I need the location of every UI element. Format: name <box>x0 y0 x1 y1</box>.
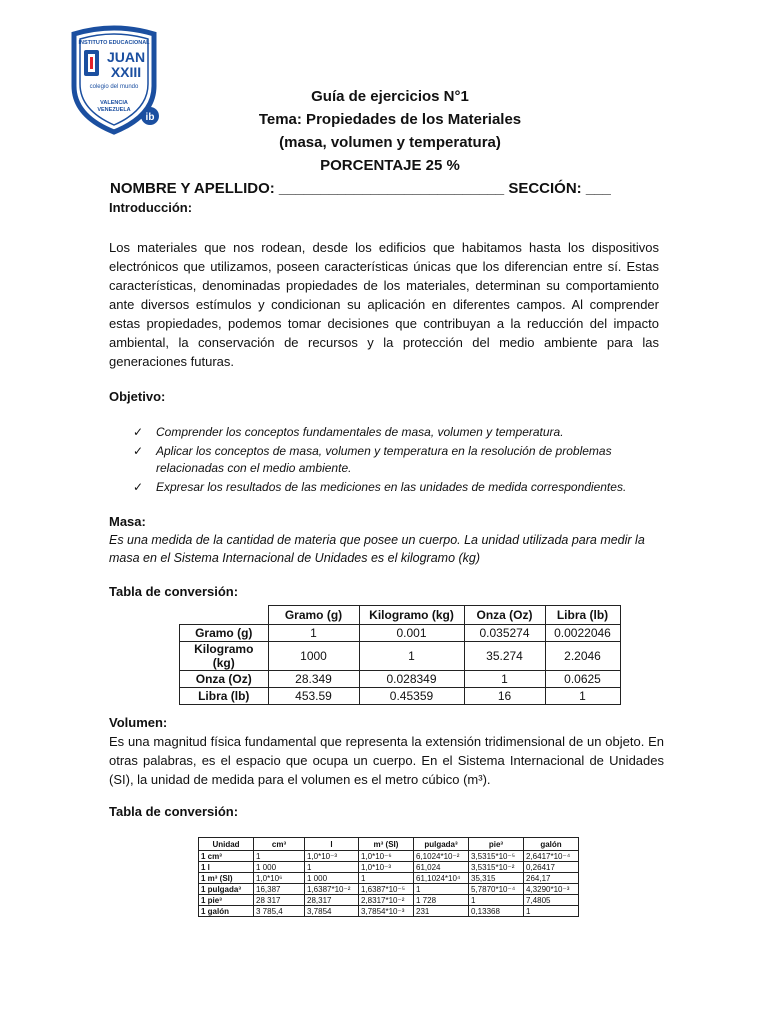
table-cell: 35,315 <box>469 873 524 884</box>
mass-table-heading: Tabla de conversión: <box>109 584 239 599</box>
table-cell: 1 <box>268 625 359 642</box>
percentage-label: PORCENTAJE 25 % <box>320 157 460 174</box>
table-cell: 1 <box>254 851 305 862</box>
table-cell: 3 785,4 <box>254 906 305 917</box>
table-cell: 1,0*10⁻⁶ <box>359 851 414 862</box>
intro-paragraph: Los materiales que nos rodean, desde los edificios que habitamos hasta los dispositivos electrónicos que utilizamos, poseen características únicas que los diferencian entre sí. Estas características, denominadas propiedades de los materiales, determinan su comportamiento ante diversos estímulos y condicionan su aplicación en diferentes campos. Al comprender estas propiedades, podemos tomar decisiones que contribuyan a la reducción del impacto ambiental, la conservación de recursos y la protección del medio ambiente para las generaciones futuras. <box>109 240 659 369</box>
checkmark-icon: ✓ <box>133 425 144 439</box>
list-item <box>133 479 659 497</box>
table-cell: 1,6387*10⁻² <box>305 884 359 895</box>
table-cell: 1 <box>524 906 579 917</box>
row-header: 1 pulgada³ <box>199 884 254 895</box>
objective-list <box>133 424 659 497</box>
table-cell: 28.349 <box>268 671 359 688</box>
table-cell: 1,6387*10⁻⁵ <box>359 884 414 895</box>
logo-line5: VALENCIA <box>100 100 128 106</box>
volume-table-heading: Tabla de conversión: <box>109 804 239 819</box>
logo-line4: colegio del mundo <box>89 84 139 90</box>
table-cell: 0,13368 <box>469 906 524 917</box>
table-row <box>180 642 621 671</box>
row-header: Gramo (g) <box>180 625 269 642</box>
column-header: Gramo (g) <box>268 606 359 625</box>
table-cell: 1 728 <box>414 895 469 906</box>
table-cell: 1 000 <box>305 873 359 884</box>
checkmark-icon: ✓ <box>133 479 144 494</box>
table-cell: 7,4805 <box>524 895 579 906</box>
table-corner <box>180 606 269 625</box>
mass-conversion-table <box>179 605 621 705</box>
column-header: Onza (Oz) <box>464 606 545 625</box>
page-topic: Tema: Propiedades de los Materiales <box>258 111 522 128</box>
table-cell: 1,0*10⁻³ <box>359 862 414 873</box>
list-item <box>133 443 659 478</box>
column-header: m³ (SI) <box>359 838 414 851</box>
column-header: Unidad <box>199 838 254 851</box>
table-cell: 35.274 <box>464 642 545 671</box>
mass-definition: Es una medida de la cantidad de materia que posee un cuerpo. La unidad utilizada para medir la masa en el Sistema Internacional de Unidades es el kilogramo (kg) <box>109 533 645 565</box>
table-cell: 1 <box>414 884 469 895</box>
table-cell: 1 <box>464 671 545 688</box>
ib-badge-icon: ib <box>145 112 155 123</box>
table-cell: 16,387 <box>254 884 305 895</box>
table-cell: 453.59 <box>268 688 359 705</box>
row-header: 1 l <box>199 862 254 873</box>
name-section-line: NOMBRE Y APELLIDO: ___________________________ SECCIÓN: ___ <box>110 180 611 197</box>
table-cell: 0.001 <box>359 625 464 642</box>
table-cell: 0.028349 <box>359 671 464 688</box>
table-cell: 2.2046 <box>545 642 620 671</box>
row-header: 1 galón <box>199 906 254 917</box>
table-cell: 28 317 <box>254 895 305 906</box>
table-header-row <box>180 606 621 625</box>
school-logo <box>66 24 162 136</box>
table-cell: 1 000 <box>254 862 305 873</box>
table-cell: 61,024 <box>414 862 469 873</box>
table-cell: 3,7854*10⁻³ <box>359 906 414 917</box>
table-row <box>199 884 579 895</box>
volume-definition-block <box>109 732 664 789</box>
objective-text: Expresar los resultados de las mediciones en las unidades de medida correspondientes. <box>156 479 627 494</box>
table-cell: 1 <box>359 642 464 671</box>
column-header: pie³ <box>469 838 524 851</box>
table-cell: 1,0*10⁻³ <box>305 851 359 862</box>
table-row <box>180 625 621 642</box>
table-cell: 3,5315*10⁻⁵ <box>469 851 524 862</box>
mass-heading: Masa: <box>109 514 146 529</box>
table-cell: 16 <box>464 688 545 705</box>
row-header: Kilogramo (kg) <box>180 642 269 671</box>
row-header: Onza (Oz) <box>180 671 269 688</box>
table-row <box>199 895 579 906</box>
column-header: pulgada³ <box>414 838 469 851</box>
table-cell: 4,3290*10⁻³ <box>524 884 579 895</box>
table-cell: 264,17 <box>524 873 579 884</box>
table-cell: 1 <box>469 895 524 906</box>
table-row <box>180 671 621 688</box>
logo-line3: XXIII <box>110 64 142 80</box>
table-cell: 6,1024*10⁻² <box>414 851 469 862</box>
table-header-row <box>199 838 579 851</box>
column-header: Libra (lb) <box>545 606 620 625</box>
table-row <box>199 906 579 917</box>
table-row <box>180 688 621 705</box>
volume-definition: Es una magnitud física fundamental que representa la extensión tridimensional de un objeto. En otras palabras, es el espacio que ocupa un cuerpo. En el Sistema Internacional de Unidades (SI), la unidad de medida para el volumen es el metro cúbico (m³). <box>109 734 664 787</box>
table-cell: 28,317 <box>305 895 359 906</box>
column-header: cm³ <box>254 838 305 851</box>
row-header: 1 pie³ <box>199 895 254 906</box>
table-cell: 61,1024*10⁴ <box>414 873 469 884</box>
table-cell: 231 <box>414 906 469 917</box>
table-cell: 3,5315*10⁻² <box>469 862 524 873</box>
page-subtitle: (masa, volumen y temperatura) <box>279 134 501 151</box>
list-item <box>133 424 659 442</box>
table-cell: 0.0625 <box>545 671 620 688</box>
table-row <box>199 873 579 884</box>
row-header: 1 cm³ <box>199 851 254 862</box>
table-cell: 0.035274 <box>464 625 545 642</box>
table-cell: 1 <box>545 688 620 705</box>
intro-heading: Introducción: <box>109 200 193 215</box>
table-cell: 2,6417*10⁻⁴ <box>524 851 579 862</box>
objective-text: Aplicar los conceptos de masa, volumen y temperatura en la resolución de problemas relacionadas con el medio ambiente. <box>156 443 612 475</box>
objective-heading: Objetivo: <box>109 389 166 404</box>
table-cell: 0,26417 <box>524 862 579 873</box>
logo-line2: JUAN <box>106 49 146 65</box>
row-header: 1 m³ (SI) <box>199 873 254 884</box>
table-cell: 5,7870*10⁻⁴ <box>469 884 524 895</box>
intro-text-block <box>109 238 659 371</box>
row-header: Libra (lb) <box>180 688 269 705</box>
table-cell: 1 <box>305 862 359 873</box>
table-row <box>199 851 579 862</box>
shield-logo-icon <box>66 24 162 136</box>
table-cell: 1,0*10⁶ <box>254 873 305 884</box>
checkmark-icon: ✓ <box>133 443 144 458</box>
volume-heading: Volumen: <box>109 715 168 730</box>
column-header: galón <box>524 838 579 851</box>
table-cell: 1 <box>359 873 414 884</box>
logo-line1: INSTITUTO EDUCACIONAL <box>78 40 150 46</box>
table-cell: 2,8317*10⁻² <box>359 895 414 906</box>
column-header: l <box>305 838 359 851</box>
objective-text: Comprender los conceptos fundamentales de masa, volumen y temperatura. <box>156 425 564 439</box>
column-header: Kilogramo (kg) <box>359 606 464 625</box>
table-cell: 0.45359 <box>359 688 464 705</box>
volume-conversion-table <box>198 837 579 917</box>
table-cell: 0.0022046 <box>545 625 620 642</box>
table-cell: 1000 <box>268 642 359 671</box>
page-title: Guía de ejercicios N°1 <box>311 88 469 105</box>
table-cell: 3,7854 <box>305 906 359 917</box>
table-row <box>199 862 579 873</box>
logo-line6: VENEZUELA <box>97 107 131 113</box>
